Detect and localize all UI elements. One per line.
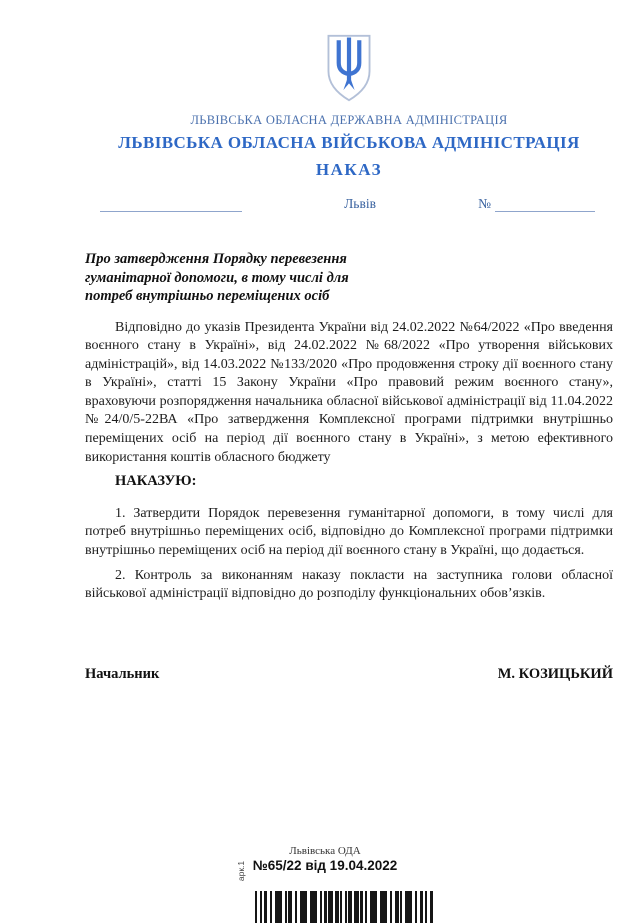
subject-line: потреб внутрішньо переміщених осіб [85,288,330,304]
subject-line: гуманітарної допомоги, в тому числі для [85,269,349,286]
signer-name: М. КОЗИЦЬКИЙ [497,665,613,682]
sheet-count-label: арк.1 [236,860,247,882]
order-word: НАКАЗУЮ: [115,473,197,490]
number-sign-label: № [478,196,491,211]
city-label: Львів [344,196,376,211]
subject-block [85,250,613,306]
preamble-paragraph: Відповідно до указів Президента України від 24.02.2022 №64/2022 «Про введення воєнного стану в Україні», від 24.02.2022 №68/2022 «Про утворення військових адміністрацій», від 14.03.2022 №133/2020 «Про продовження строку дії воєнного стану в Україні», статті 15 Закону України «Про правовий режим воєнного стану», враховуючи розпорядження начальника обласної військової адміністрації від 11.04.2022 №24/0/5-22ВА «Про затвердження Комплексної програми підтримки внутрішньо переміщених осіб на період дії воєнного стану в Україні», з метою ефективного використання коштів обласного бюджету [85,319,613,465]
document-content [85,0,613,683]
order-item-2: 2. Контроль за виконанням наказу покласти на заступника голови обласної військової адміністрації відповідно до розподілу функціональних обов’язків. [85,567,613,602]
document-type-title: НАКАЗ [315,160,383,179]
signature-row [85,666,613,683]
registration-number: №65/22 від 19.04.2022 [252,858,398,873]
signer-position: Начальник [85,665,160,682]
date-number-line [85,196,613,212]
order-item-1: 1. Затвердити Порядок перевезення гуманітарної допомоги, в тому числі для потреб внутрішньо переміщених осіб, відповідно до Комплексної програми підтримки внутрішньо переміщених осіб на період дії воєнного стану в Україні, що додається. [85,505,613,558]
subject-line: Про затвердження Порядку перевезення [85,251,347,267]
footer-org-label: Львівська ОДА [289,845,361,857]
coat-of-arms-icon [321,33,377,104]
org-parent-title: ЛЬВІВСЬКА ОБЛАСНА ДЕРЖАВНА АДМІНІСТРАЦІЯ [190,113,508,127]
number-blank-line [495,198,595,212]
org-name-title: ЛЬВІВСЬКА ОБЛАСНА ВІЙСЬКОВА АДМІНІСТРАЦІЯ [118,133,580,152]
number-field [478,196,595,212]
date-blank-line [100,198,242,212]
barcode-icon [255,891,433,923]
